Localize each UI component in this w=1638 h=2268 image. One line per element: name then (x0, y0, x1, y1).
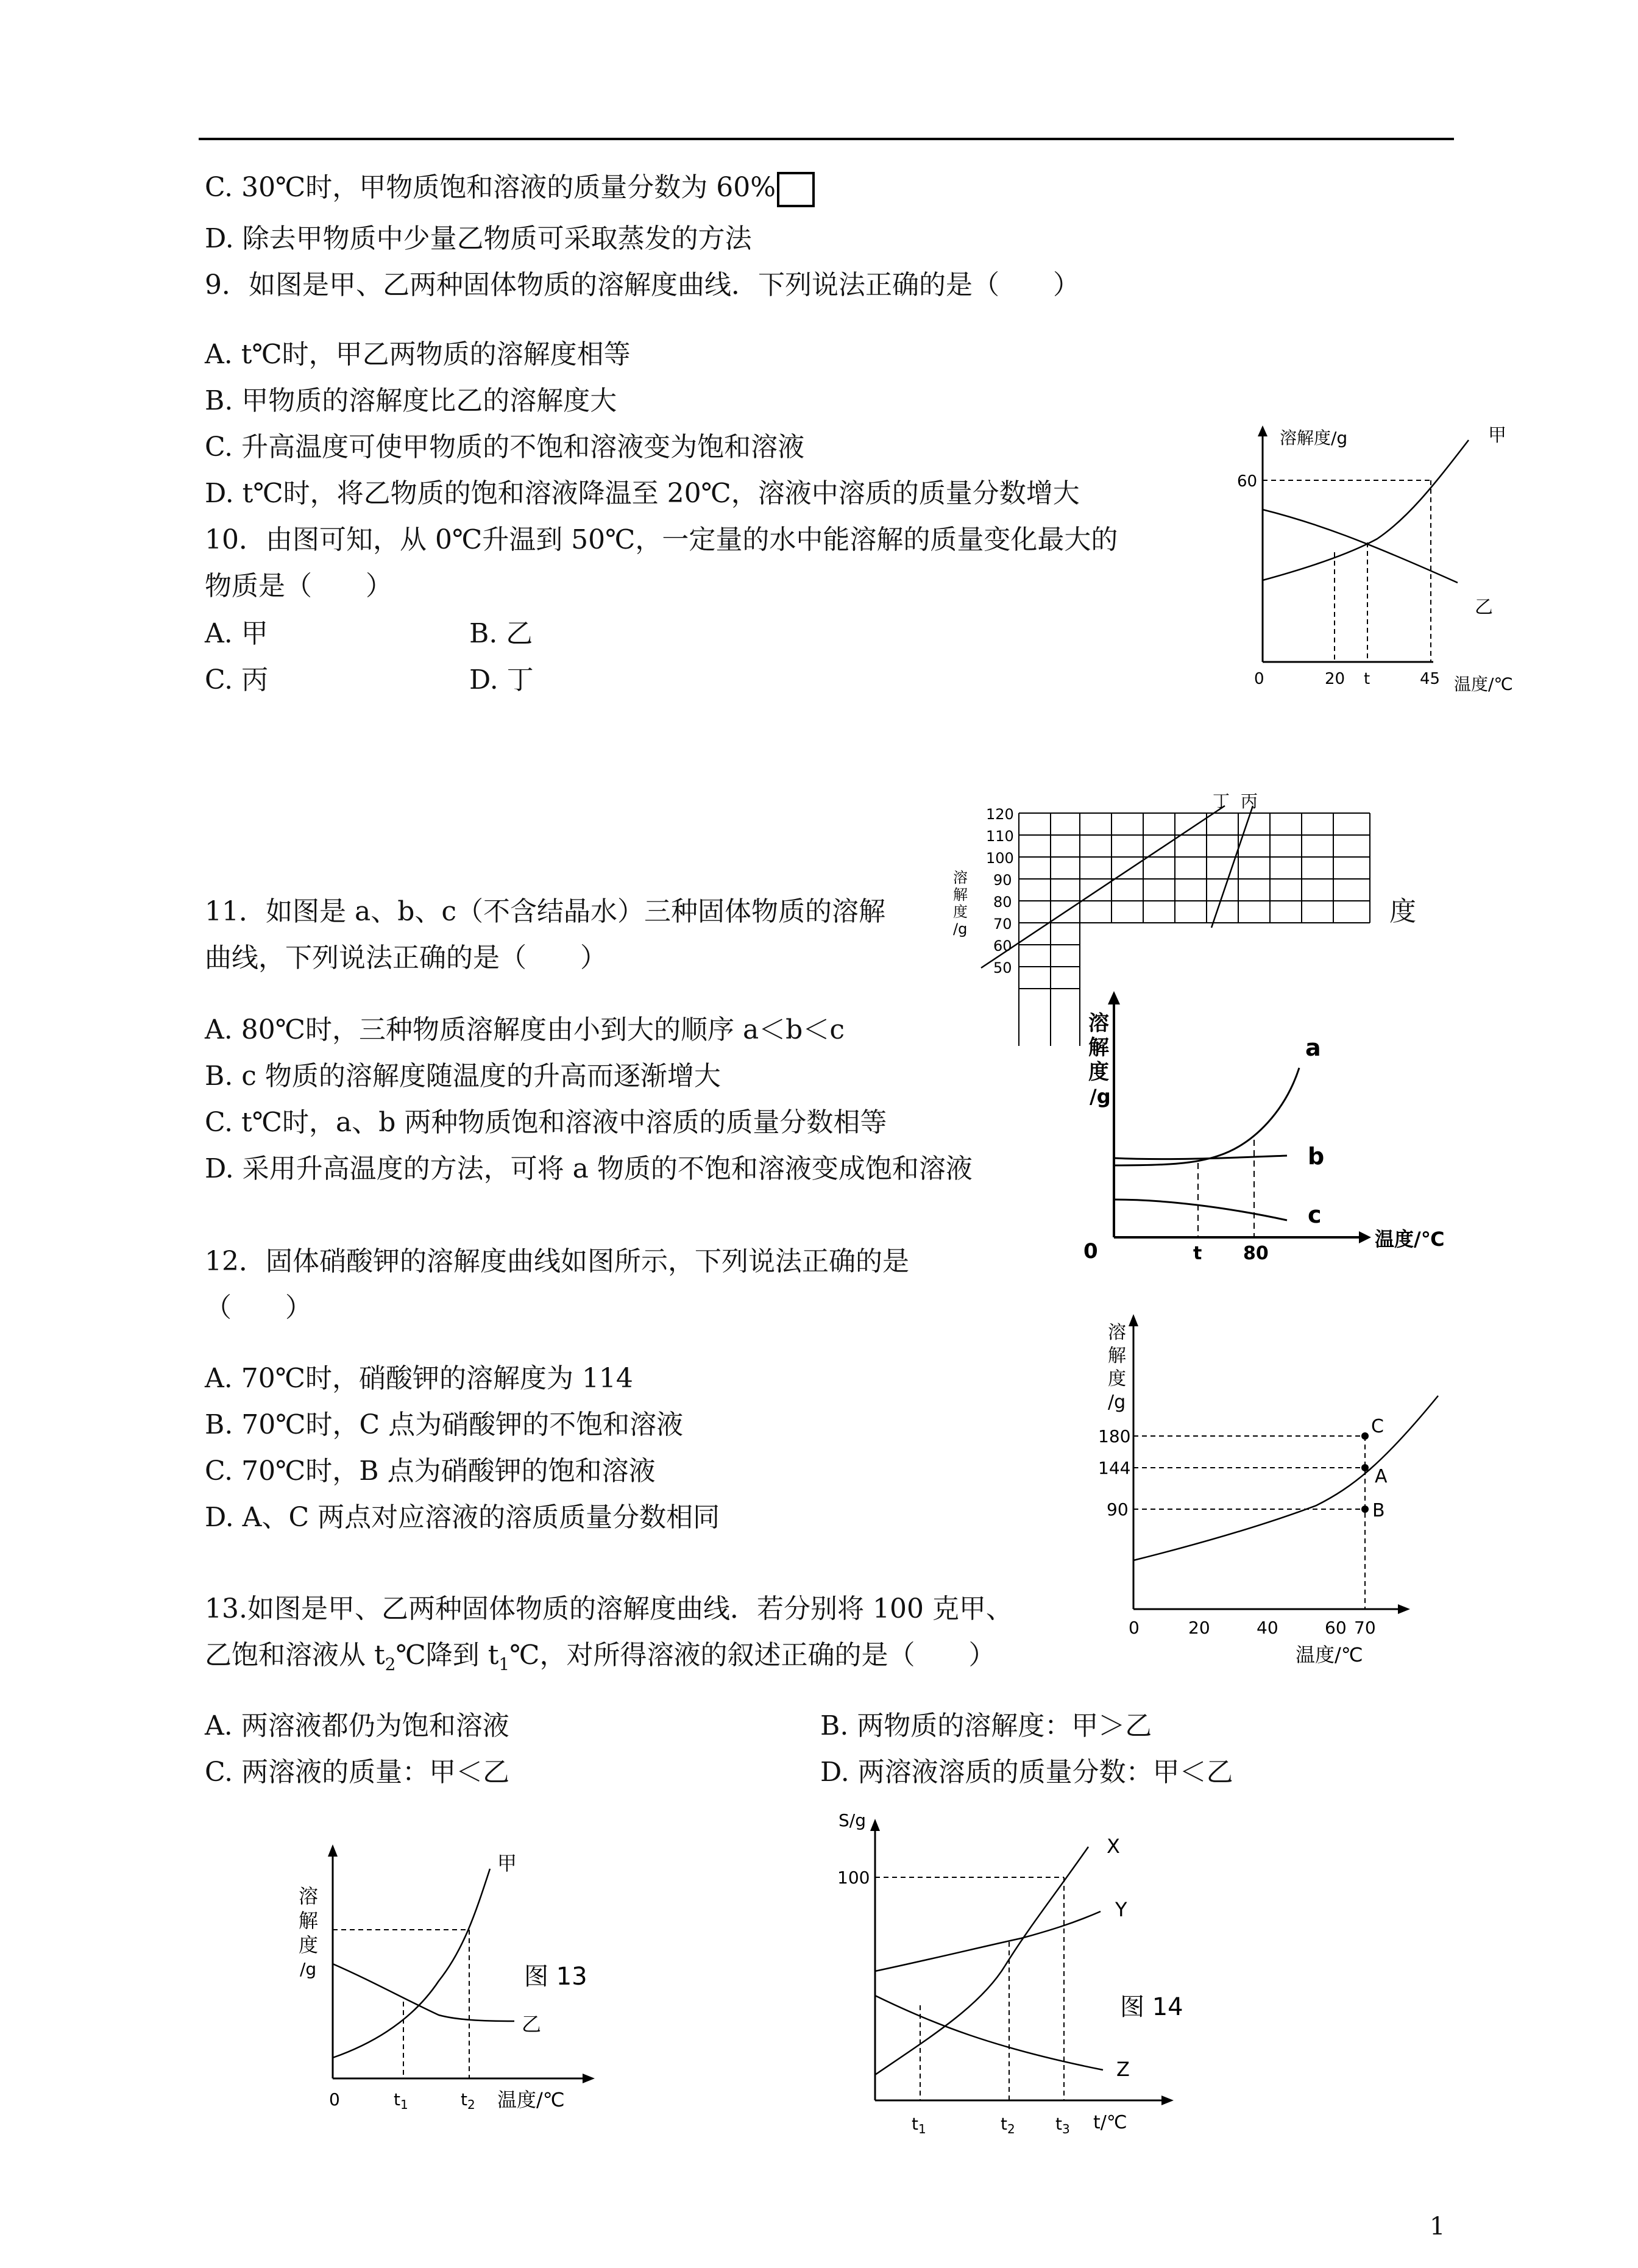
fig10-y-tick-70: 70 (993, 915, 1012, 933)
fig12-x-arrow (1398, 1604, 1410, 1614)
page-number: 1 (1430, 2213, 1445, 2241)
fig10-curve-ding (981, 806, 1225, 968)
fig12-y-tick-144: 144 (1098, 1458, 1131, 1478)
fig12-kno3-chart (1085, 1304, 1462, 1670)
fig14-x-tick-t3: $t_3$ (1055, 2114, 1070, 2136)
fig14-caption: 图 14 (1120, 1993, 1183, 2021)
fig13-series-jia: 甲 (497, 1852, 517, 1875)
fig13-y-label-char-2: 解 (299, 1909, 319, 1932)
q13-stem2-sub2: 1 (498, 1654, 510, 1674)
fig11-x-tick-t: t (1193, 1243, 1202, 1264)
fig12-x-tick-20: 20 (1188, 1618, 1210, 1638)
answer-box (777, 172, 815, 207)
fig14-chart (823, 1804, 1200, 2145)
q12-stem-line1: 12．固体硝酸钾的溶解度曲线如图所示，下列说法正确的是 (205, 1246, 909, 1277)
q9-option-b: B. 甲物质的溶解度比乙的溶解度大 (205, 385, 617, 416)
fig9-x-label: 温度/℃ (1454, 674, 1513, 694)
fig14-series-y: Y (1115, 1898, 1127, 1921)
fig10-y-label-char-2: 解 (953, 886, 968, 903)
q10-option-a: A. 甲 (205, 618, 268, 649)
fig14-x-tick-t1: $t_1$ (912, 2114, 926, 2136)
fig12-label-b: B (1372, 1500, 1385, 1521)
fig13-y-label-char-1: 溶 (299, 1885, 319, 1908)
q13-stem2-mid: ℃降到 t (395, 1640, 499, 1671)
fig11-curve-a (1114, 1068, 1299, 1165)
q11-option-d: D. 采用升高温度的方法，可将 a 物质的不饱和溶液变成饱和溶液 (205, 1153, 973, 1184)
q12-stem-line2: （ ） (205, 1292, 312, 1323)
fig9-x-tick-20: 20 (1325, 670, 1346, 688)
fig11-x-label: 温度/℃ (1375, 1228, 1445, 1251)
q13-stem-line1: 13.如图是甲、乙两种固体物质的溶解度曲线．若分别将 100 克甲、 (205, 1593, 1013, 1624)
fig14-curve-x (875, 1847, 1088, 2075)
q12-option-c: C. 70℃时，B 点为硝酸钾的饱和溶液 (205, 1456, 656, 1487)
fig12-y-label-char-4: /g (1108, 1392, 1126, 1413)
fig14-y-label: S/g (838, 1810, 866, 1830)
fig10-y-tick-60: 60 (993, 937, 1012, 954)
fig14-x-arrow (1161, 2096, 1174, 2105)
fig9-y-label: 溶解度/g (1280, 428, 1348, 448)
q10-option-d: D. 丁 (469, 664, 534, 695)
fig13-chart (280, 1835, 622, 2121)
fig13-caption: 图 13 (524, 1963, 587, 1991)
fig9-x-tick-45: 45 (1420, 670, 1441, 688)
fig10-series-ding: 丁 (1213, 792, 1230, 811)
fig10-y-tick-110: 110 (986, 828, 1014, 845)
fig9-x-tick-t: t (1364, 670, 1370, 688)
q11-option-b: B. c 物质的溶解度随温度的升高而逐渐增大 (205, 1061, 721, 1092)
fig9-curve-jia (1263, 440, 1469, 580)
fig12-point-c (1361, 1432, 1369, 1440)
fig11-y-label-char-1: 溶 (1088, 1011, 1109, 1036)
fig14-y-tick-100: 100 (837, 1868, 870, 1888)
fig13-x-label: 温度/℃ (497, 2088, 565, 2111)
fig10-y-tick-80: 80 (993, 894, 1012, 911)
fig11-y-label-char-2: 解 (1088, 1036, 1109, 1060)
q12-option-b: B. 70℃时，C 点为硝酸钾的不饱和溶液 (205, 1409, 684, 1440)
q12-option-a: A. 70℃时，硝酸钾的溶解度为 114 (205, 1363, 633, 1394)
q9-stem: 9．如图是甲、乙两种固体物质的溶解度曲线．下列说法正确的是（ ） (205, 269, 1080, 300)
fig13-y-label-char-4: /g (300, 1959, 317, 1979)
q13-stem2-sub1: 2 (385, 1654, 396, 1674)
fig14-x-tick-t2: $t_2$ (1001, 2114, 1015, 2136)
q13-option-a: A. 两溶液都仍为饱和溶液 (205, 1710, 509, 1741)
q11-option-a: A. 80℃时，三种物质溶解度由小到大的顺序 a＜b＜c (205, 1014, 845, 1045)
fig11-curve-c (1114, 1200, 1287, 1220)
fig12-label-c: C (1371, 1416, 1384, 1437)
q10-stem-line1: 10．由图可知，从 0℃升温到 50℃，一定量的水中能溶解的质量变化最大的 (205, 524, 1118, 555)
fig12-label-a: A (1375, 1466, 1388, 1487)
q11-stem-line1-tail: 度 (1389, 896, 1416, 927)
fig12-y-label-char-1: 溶 (1108, 1322, 1126, 1343)
q13-option-d: D. 两溶液溶质的质量分数：甲＜乙 (820, 1757, 1233, 1788)
fig12-y-tick-90: 90 (1107, 1499, 1129, 1520)
q10-option-c: C. 丙 (205, 664, 269, 695)
fig14-curve-y (875, 1911, 1101, 1971)
q13-stem-line2 (205, 1637, 995, 1683)
fig14-series-z: Z (1116, 2058, 1130, 2081)
fig10-y-label-char-4: /g (953, 920, 968, 937)
fig11-series-a: a (1305, 1034, 1321, 1061)
fig13-x-tick-t2: $t_2$ (461, 2089, 475, 2112)
fig11-solubility-chart (1072, 957, 1462, 1274)
fig12-curve (1133, 1396, 1438, 1560)
fig14-series-x: X (1107, 1835, 1120, 1858)
fig9-y-tick-60: 60 (1237, 472, 1258, 491)
fig9-series-jia: 甲 (1488, 425, 1506, 446)
q10-stem-line2: 物质是（ ） (205, 571, 392, 602)
q11-stem-line2: 曲线，下列说法正确的是（ ） (205, 942, 607, 973)
fig12-point-b (1361, 1505, 1369, 1513)
fig11-series-b: b (1308, 1143, 1325, 1170)
q8-option-c-text: C. 30℃时，甲物质饱和溶液的质量分数为 60% (205, 172, 776, 203)
q13-stem2-post: ℃，对所得溶液的叙述正确的是（ ） (509, 1640, 996, 1671)
q9-option-a: A. t℃时，甲乙两物质的溶解度相等 (205, 339, 631, 370)
fig12-point-a (1361, 1464, 1369, 1471)
fig9-series-yi: 乙 (1475, 597, 1493, 618)
fig14-curve-z (875, 1996, 1103, 2070)
q13-stem2-pre: 乙饱和溶液从 t (205, 1640, 385, 1671)
fig12-x-label: 温度/℃ (1296, 1643, 1363, 1666)
fig12-x-tick-60: 60 (1325, 1618, 1347, 1638)
fig13-curve-yi (333, 1964, 514, 2021)
fig14-x-label: t/℃ (1093, 2112, 1127, 2133)
fig12-y-arrow (1129, 1314, 1138, 1326)
fig13-x-tick-t1: $t_1$ (394, 2089, 408, 2112)
q9-option-d: D. t℃时，将乙物质的饱和溶液降温至 20℃，溶液中溶质的质量分数增大 (205, 478, 1080, 509)
fig11-origin: 0 (1083, 1239, 1098, 1264)
q11-option-c: C. t℃时，a、b 两种物质饱和溶液中溶质的质量分数相等 (205, 1107, 887, 1138)
fig10-y-tick-120: 120 (986, 806, 1014, 823)
fig12-y-label-char-3: 度 (1108, 1368, 1126, 1390)
fig13-y-label-char-3: 度 (299, 1933, 319, 1957)
fig12-y-label-char-2: 解 (1108, 1345, 1126, 1367)
fig13-series-yi: 乙 (522, 2013, 542, 2036)
q12-option-d: D. A、C 两点对应溶液的溶质质量分数相同 (205, 1502, 720, 1533)
fig13-x-arrow (583, 2074, 595, 2083)
fig12-x-tick-70: 70 (1354, 1618, 1376, 1638)
fig11-x-arrow (1359, 1231, 1371, 1243)
q13-option-b: B. 两物质的溶解度：甲＞乙 (820, 1710, 1152, 1741)
fig13-origin: 0 (329, 2089, 340, 2110)
fig9-y-arrow (1258, 425, 1268, 436)
q13-option-c: C. 两溶液的质量：甲＜乙 (205, 1757, 510, 1788)
fig9-origin: 0 (1254, 670, 1264, 688)
fig9-solubility-chart (1219, 414, 1536, 701)
q9-option-c: C. 升高温度可使甲物质的不饱和溶液变为饱和溶液 (205, 432, 805, 463)
fig11-series-c: c (1308, 1201, 1322, 1228)
fig10-y-tick-50: 50 (993, 959, 1012, 976)
fig12-x-tick-40: 40 (1257, 1618, 1278, 1638)
fig11-x-tick-80: 80 (1243, 1243, 1269, 1264)
fig10-y-tick-90: 90 (993, 872, 1012, 889)
fig13-y-arrow (328, 1844, 338, 1857)
fig10-y-tick-100: 100 (986, 850, 1014, 867)
q8-option-c (205, 169, 815, 207)
fig14-y-arrow (870, 1819, 880, 1831)
fig11-y-label-char-4: /g (1090, 1085, 1111, 1108)
fig10-y-label-char-3: 度 (953, 903, 968, 920)
fig10-curve-bing (1211, 806, 1253, 928)
fig11-y-label-char-3: 度 (1088, 1060, 1109, 1084)
fig12-x-tick-0: 0 (1129, 1618, 1140, 1638)
fig10-y-label-char-1: 溶 (953, 869, 968, 886)
q10-option-b: B. 乙 (469, 618, 533, 649)
fig10-series-bing: 丙 (1241, 792, 1258, 811)
q8-option-d: D. 除去甲物质中少量乙物质可采取蒸发的方法 (205, 223, 752, 254)
fig11-curve-b (1114, 1156, 1287, 1159)
header-rule (199, 138, 1454, 140)
fig12-y-tick-180: 180 (1098, 1426, 1131, 1446)
q11-stem-line1: 11．如图是 a、b、c（不含结晶水）三种固体物质的溶解 (205, 896, 886, 927)
fig13-curve-jia (333, 1869, 490, 2058)
